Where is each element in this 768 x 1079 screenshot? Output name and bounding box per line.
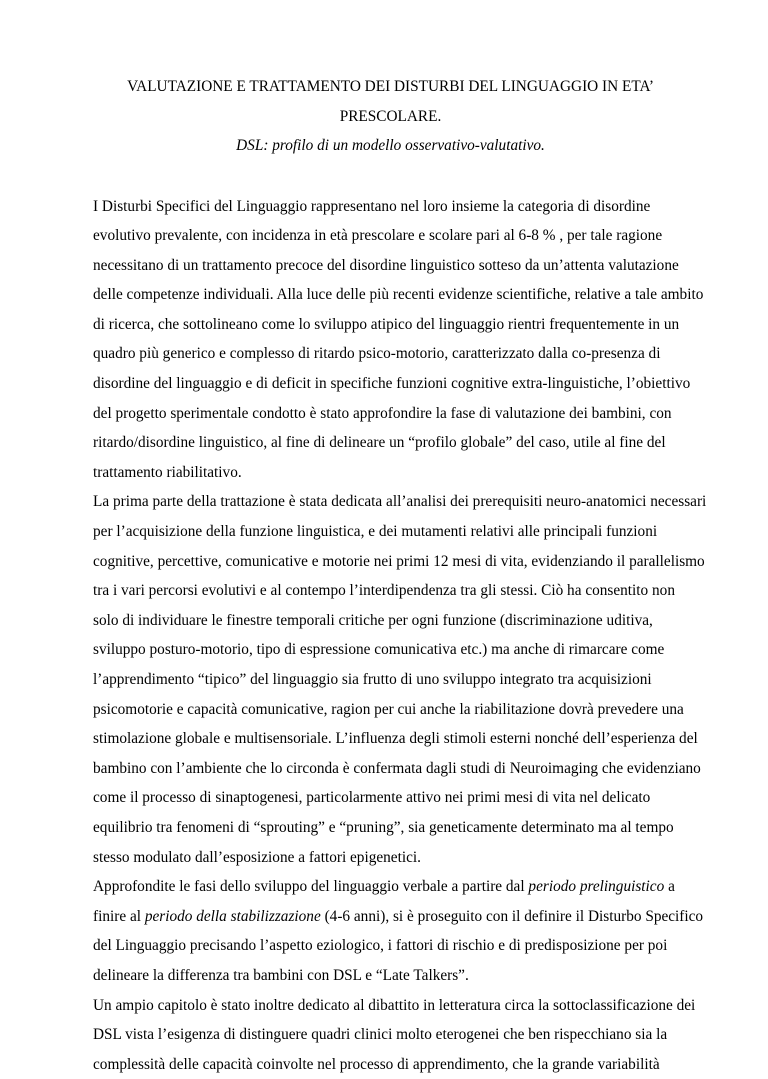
paragraph-line: l’apprendimento “tipico” del linguaggio sia frutto di uno sviluppo integrato tra acquisizioni — [93, 665, 688, 695]
paragraph-line: solo di individuare le finestre temporali critiche per ogni funzione (discriminazione uditiva, — [93, 606, 688, 636]
paragraph-line: stimolazione globale e multisensoriale. L’influenza degli stimoli esterni nonché dell’esperienza del — [93, 724, 688, 754]
paragraph-line: disordine del linguaggio e di deficit in specifiche funzioni cognitive extra-linguistiche, l’obiettivo — [93, 369, 688, 399]
paragraph-line: per l’acquisizione della funzione linguistica, e dei mutamenti relativi alle principali funzioni — [93, 517, 688, 547]
paragraph-line — [93, 872, 688, 902]
line-text: finire al — [93, 908, 145, 925]
paragraph-line: del progetto sperimentale condotto è stato approfondire la fase di valutazione dei bambini, con — [93, 399, 688, 429]
paragraph-line: tra i vari percorsi evolutivi e al contempo l’interdipendenza tra gli stessi. Ciò ha consentito non — [93, 576, 688, 606]
title-block — [93, 72, 688, 161]
document-subtitle: DSL: profilo di un modello osservativo-valutativo. — [93, 131, 688, 161]
paragraph-line — [93, 902, 688, 932]
paragraph-line: del Linguaggio precisando l’aspetto eziologico, i fattori di rischio e di predisposizione per poi — [93, 931, 688, 961]
paragraph-1 — [93, 192, 688, 488]
paragraph-line: di ricerca, che sottolineano come lo sviluppo atipico del linguaggio rientri frequentemente in un — [93, 310, 688, 340]
paragraph-line: sviluppo posturo-motorio, tipo di espressione comunicativa etc.) ma anche di rimarcare come — [93, 635, 688, 665]
paragraph-line: quadro più generico e complesso di ritardo psico-motorio, caratterizzato dalla co-presenza di — [93, 339, 688, 369]
paragraph-line: psicomotorie e capacità comunicative, ragion per cui anche la riabilitazione dovrà prevedere una — [93, 695, 688, 725]
paragraph-4 — [93, 991, 688, 1079]
paragraph-line: Un ampio capitolo è stato inoltre dedicato al dibattito in letteratura circa la sottoclassificazione dei — [93, 991, 688, 1021]
paragraph-line: La prima parte della trattazione è stata dedicata all’analisi dei prerequisiti neuro-anatomici necessari — [93, 487, 688, 517]
italic-term: periodo della stabilizzazione — [145, 908, 321, 925]
paragraph-2 — [93, 487, 688, 872]
paragraph-line: bambino con l’ambiente che lo circonda è confermata dagli studi di Neuroimaging che evidenziano — [93, 754, 688, 784]
line-text: a — [664, 878, 675, 895]
document-title-line-2: PRESCOLARE. — [93, 102, 688, 132]
line-text: Approfondite le fasi dello sviluppo del linguaggio verbale a partire dal — [93, 878, 528, 895]
document-body — [93, 192, 688, 1079]
paragraph-line: complessità delle capacità coinvolte nel processo di apprendimento, che la grande variabilità — [93, 1050, 688, 1079]
paragraph-line: stesso modulato dall’esposizione a fattori epigenetici. — [93, 843, 688, 873]
paragraph-line: cognitive, percettive, comunicative e motorie nei primi 12 mesi di vita, evidenziando il parallelismo — [93, 547, 688, 577]
paragraph-line: I Disturbi Specifici del Linguaggio rappresentano nel loro insieme la categoria di disordine — [93, 192, 688, 222]
line-text: (4-6 anni), si è proseguito con il definire il Disturbo Specifico — [321, 908, 703, 925]
paragraph-line: necessitano di un trattamento precoce del disordine linguistico sotteso da un’attenta valutazione — [93, 251, 688, 281]
paragraph-line: DSL vista l’esigenza di distinguere quadri clinici molto eterogenei che ben rispecchiano sia la — [93, 1020, 688, 1050]
paragraph-line: equilibrio tra fenomeni di “sprouting” e “pruning”, sia geneticamente determinato ma al tempo — [93, 813, 688, 843]
paragraph-line: ritardo/disordine linguistico, al fine di delineare un “profilo globale” del caso, utile al fine del — [93, 428, 688, 458]
paragraph-line: delineare la differenza tra bambini con DSL e “Late Talkers”. — [93, 961, 688, 991]
paragraph-line: delle competenze individuali. Alla luce delle più recenti evidenze scientifiche, relative a tale ambito — [93, 280, 688, 310]
paragraph-line: come il processo di sinaptogenesi, particolarmente attivo nei primi mesi di vita nel delicato — [93, 783, 688, 813]
document-title-line-1: VALUTAZIONE E TRATTAMENTO DEI DISTURBI DEL LINGUAGGIO IN ETA’ — [93, 72, 688, 102]
paragraph-3 — [93, 872, 688, 990]
italic-term: periodo prelinguistico — [528, 878, 664, 895]
paragraph-line: trattamento riabilitativo. — [93, 458, 688, 488]
paragraph-line: evolutivo prevalente, con incidenza in età prescolare e scolare pari al 6-8 % , per tale ragione — [93, 221, 688, 251]
